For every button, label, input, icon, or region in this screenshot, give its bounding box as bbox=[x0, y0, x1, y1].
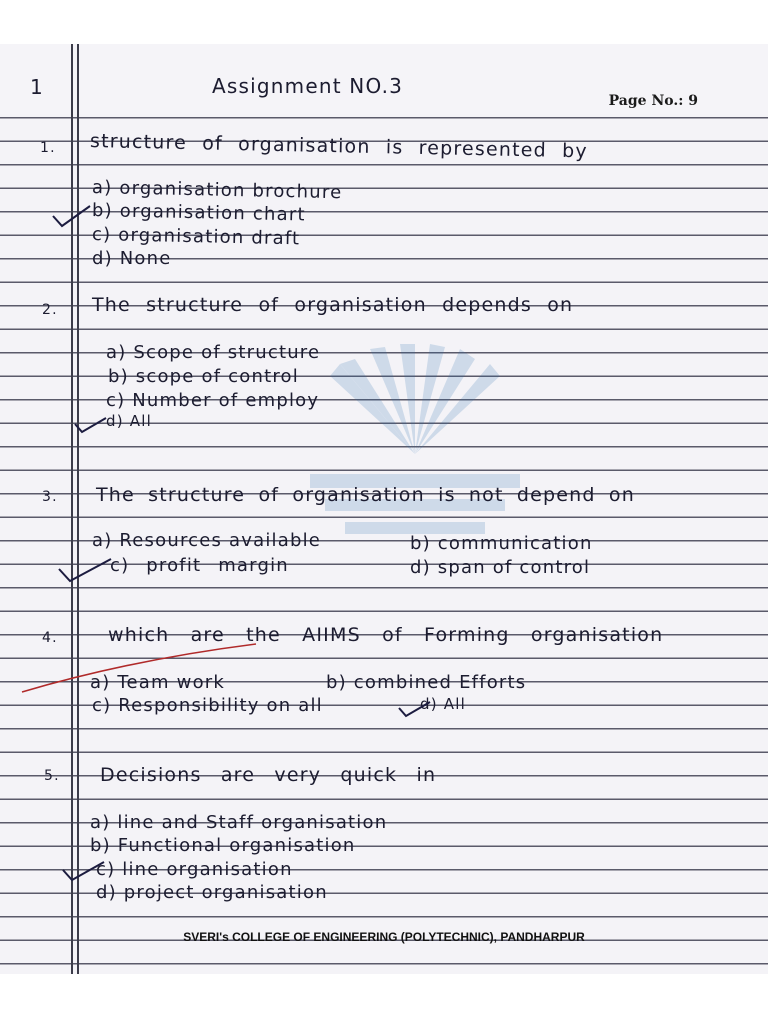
option-text: d) All bbox=[106, 412, 152, 430]
college-footer: SVERI's COLLEGE OF ENGINEERING (POLYTECHNIC), PANDHARPUR bbox=[183, 930, 585, 944]
check-mark-icon bbox=[396, 696, 436, 720]
option-text: c) Number of employ bbox=[106, 390, 320, 411]
option-text: b) communication bbox=[410, 533, 593, 554]
option-text: c) Responsibility on all bbox=[92, 695, 323, 716]
option-text: a) organisation brochure bbox=[91, 177, 343, 204]
option-text: a) Scope of structure bbox=[106, 342, 321, 363]
check-mark-icon bbox=[60, 858, 110, 884]
option-text: b) Functional organisation bbox=[90, 835, 356, 856]
check-mark-icon bbox=[72, 412, 112, 436]
option-text: a) line and Staff organisation bbox=[90, 812, 388, 833]
question-number: 2. bbox=[42, 302, 58, 318]
option-text: a) Resources available bbox=[92, 530, 322, 551]
question-text: The structure of organisation is not depend on bbox=[96, 484, 635, 506]
question-number: 3. bbox=[42, 489, 58, 505]
question-number: 1. bbox=[40, 140, 56, 156]
question-number: 5. bbox=[44, 768, 60, 784]
question-text: which are the AIIMS of Forming organisation bbox=[108, 624, 664, 646]
margin-page-number: 1 bbox=[30, 75, 44, 99]
check-mark-icon bbox=[56, 555, 116, 585]
option-text: d) span of control bbox=[410, 557, 591, 578]
question-text: Decisions are very quick in bbox=[100, 764, 437, 786]
option-text: d) All bbox=[420, 695, 466, 713]
red-pen-stroke bbox=[20, 640, 260, 700]
option-text: d) project organisation bbox=[96, 882, 328, 903]
option-text: b) scope of control bbox=[108, 366, 299, 387]
option-text: b) organisation chart bbox=[91, 200, 306, 226]
question-text: The structure of organisation depends on bbox=[92, 294, 574, 316]
question-text: structure of organisation is represented by bbox=[89, 130, 589, 163]
page-number: Page No.: 9 bbox=[608, 93, 698, 109]
question-number: 4. bbox=[42, 630, 58, 646]
option-text: d) None bbox=[92, 248, 172, 269]
option-text: c) organisation draft bbox=[91, 224, 301, 250]
option-text: a) Team work bbox=[90, 672, 226, 693]
check-mark-icon bbox=[50, 200, 100, 230]
option-text: b) combined Efforts bbox=[326, 672, 527, 693]
margin-line bbox=[71, 44, 73, 974]
assignment-title: Assignment NO.3 bbox=[212, 74, 404, 98]
margin-line bbox=[77, 44, 79, 974]
option-text: c) line organisation bbox=[96, 859, 293, 880]
option-text: c) profit margin bbox=[110, 555, 289, 576]
college-emblem-watermark bbox=[300, 344, 530, 564]
